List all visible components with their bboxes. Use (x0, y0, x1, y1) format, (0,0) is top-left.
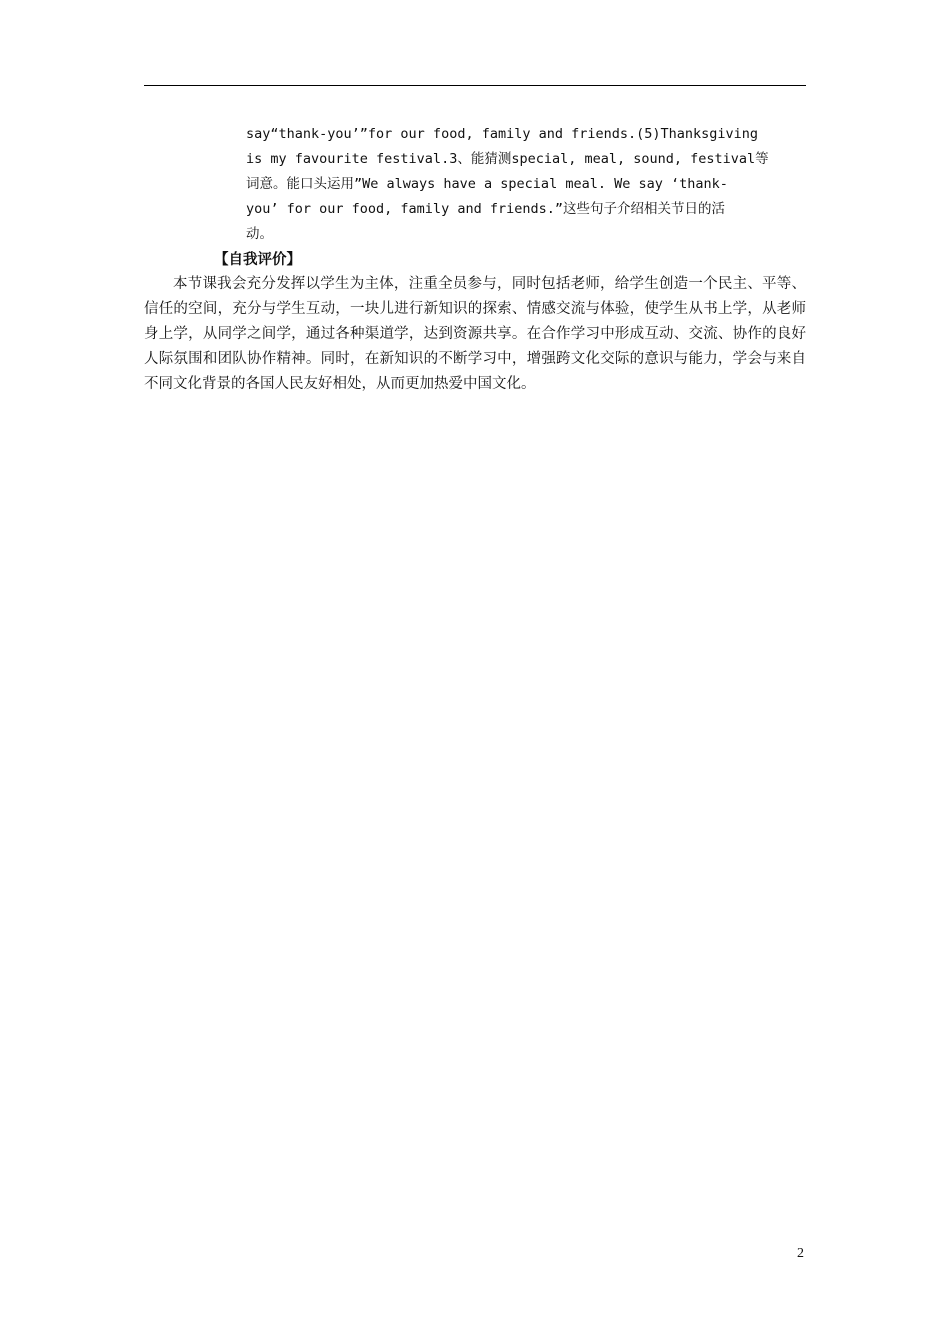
objectives-continued (246, 122, 806, 247)
objectives-line-5: 动。 (246, 226, 273, 242)
self-evaluation-paragraph: 本节课我会充分发挥以学生为主体，注重全员参与，同时包括老师，给学生创造一个民主、平等、信任的空间，充分与学生互动，一块儿进行新知识的探索、情感交流与体验，使学生从书上学，从老师身上学，从同学之间学，通过各种渠道学，达到资源共享。在合作学习中形成互动、交流、协作的良好人际氛围和团队协作精神。同时，在新知识的不断学习中，增强跨文化交际的意识与能力，学会与来自不同文化背景的各国人民友好相处，从而更加热爱中国文化。 (144, 276, 806, 392)
header-rule (144, 85, 806, 86)
objectives-line-4: you’ for our food, family and friends.”这些句子介绍相关节日的活 (246, 201, 725, 217)
document-body (144, 122, 806, 397)
objectives-line-1: say“thank-you’”for our food, family and friends.(5)Thanksgiving (246, 126, 759, 142)
self-evaluation-heading: 【自我评价】 (214, 251, 301, 268)
objectives-line-2: is my favourite festival.3、能猜测special, meal, sound, festival等 (246, 151, 769, 167)
page-number: 2 (797, 1246, 804, 1261)
objectives-line-3: 词意。能口头运用”We always have a special meal. We say ‘thank- (246, 176, 728, 192)
